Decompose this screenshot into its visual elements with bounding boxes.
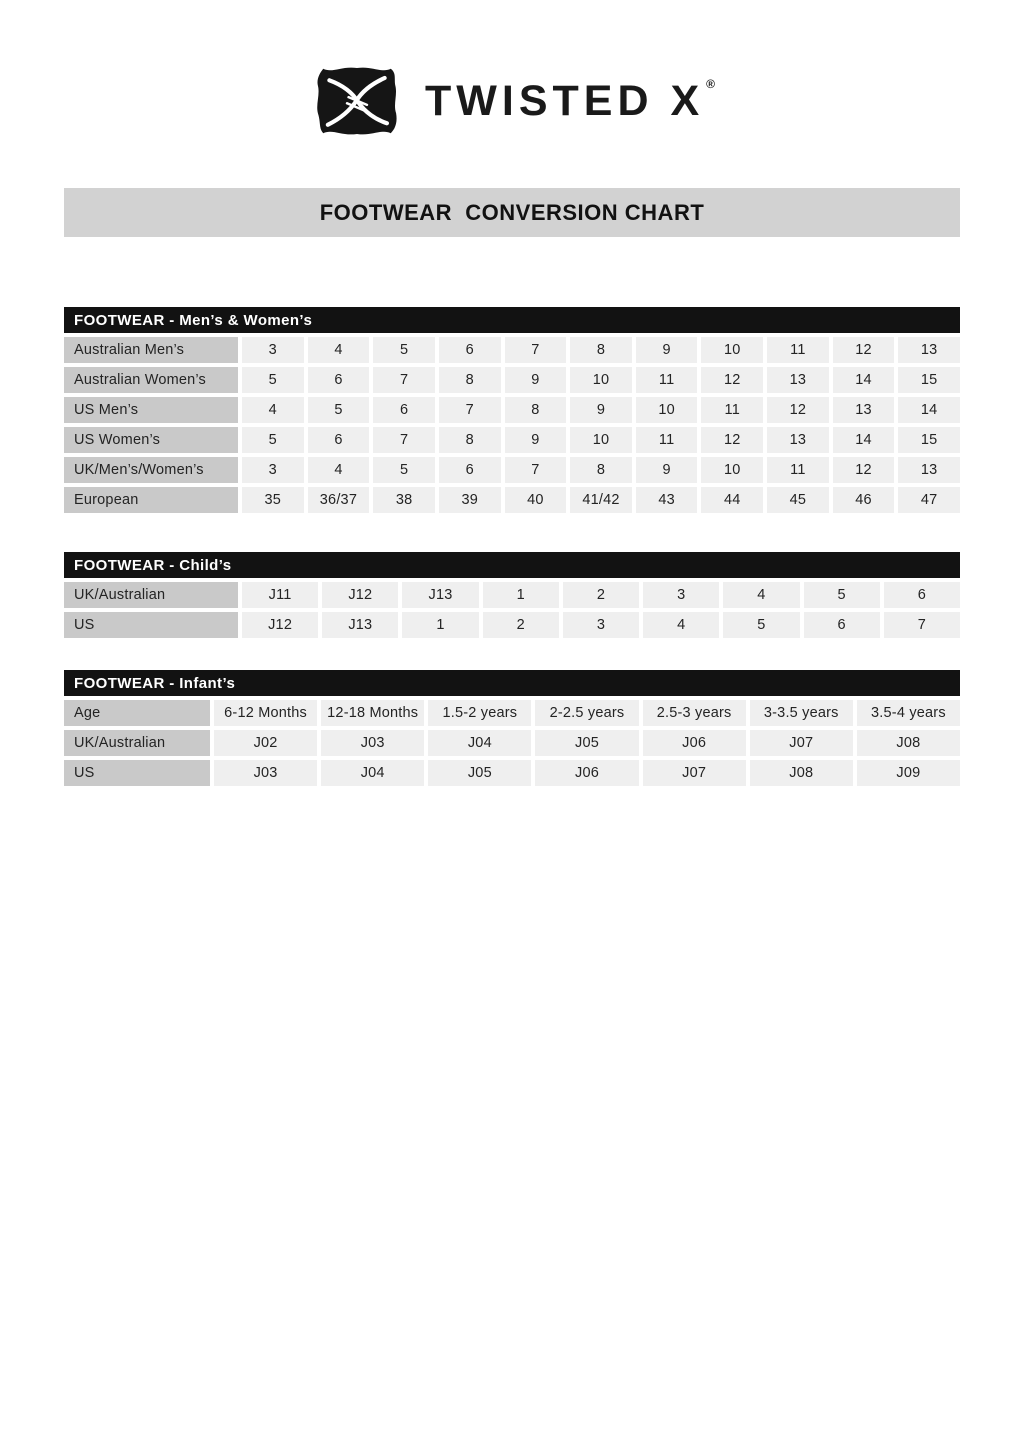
- size-cell: 15: [898, 427, 960, 453]
- size-cell: J04: [428, 730, 531, 756]
- size-cell: J11: [242, 582, 318, 608]
- size-cell: 12: [833, 337, 895, 363]
- size-cell: 11: [701, 397, 763, 423]
- row-label: UK/Australian: [64, 730, 210, 756]
- size-cell: 2: [563, 582, 639, 608]
- size-cell: 35: [242, 487, 304, 513]
- size-cell: J12: [322, 582, 398, 608]
- row-label: US Women’s: [64, 427, 238, 453]
- size-cell: 2.5-3 years: [643, 700, 746, 726]
- size-cell: 3.5-4 years: [857, 700, 960, 726]
- brand-name-text: TWISTED X: [425, 76, 705, 125]
- row-label: US: [64, 612, 238, 638]
- size-cell: 46: [833, 487, 895, 513]
- size-cell: 3: [643, 582, 719, 608]
- size-cell: 14: [833, 427, 895, 453]
- size-cell: 11: [636, 367, 698, 393]
- row-label: European: [64, 487, 238, 513]
- size-cell: 8: [505, 397, 567, 423]
- size-cell: 43: [636, 487, 698, 513]
- size-cell: 9: [505, 427, 567, 453]
- table-row: [64, 612, 960, 638]
- size-cell: 6: [308, 367, 370, 393]
- size-cell: 14: [833, 367, 895, 393]
- size-cell: 44: [701, 487, 763, 513]
- size-cell: 6-12 Months: [214, 700, 317, 726]
- footwear-table-2: [64, 670, 960, 786]
- size-cell: J13: [322, 612, 398, 638]
- size-cell: 12: [833, 457, 895, 483]
- size-cell: 4: [723, 582, 799, 608]
- size-cell: 8: [439, 367, 501, 393]
- table-header: FOOTWEAR - Infant’s: [64, 670, 960, 696]
- size-cell: 6: [439, 337, 501, 363]
- size-cell: 8: [439, 427, 501, 453]
- size-cell: 9: [505, 367, 567, 393]
- table-header: FOOTWEAR - Child’s: [64, 552, 960, 578]
- row-label: Age: [64, 700, 210, 726]
- size-cell: 7: [373, 367, 435, 393]
- size-cell: J03: [214, 760, 317, 786]
- footwear-table-1: [64, 552, 960, 638]
- size-cell: 5: [373, 337, 435, 363]
- row-label: Australian Men’s: [64, 337, 238, 363]
- size-cell: J06: [643, 730, 746, 756]
- row-label: UK/Men’s/Women’s: [64, 457, 238, 483]
- size-cell: 13: [833, 397, 895, 423]
- size-cell: 6: [373, 397, 435, 423]
- size-cell: J07: [750, 730, 853, 756]
- size-cell: J09: [857, 760, 960, 786]
- size-cell: 40: [505, 487, 567, 513]
- table-row: [64, 487, 960, 513]
- size-cell: 1: [483, 582, 559, 608]
- size-cell: 11: [636, 427, 698, 453]
- size-cell: 47: [898, 487, 960, 513]
- size-cell: 7: [373, 427, 435, 453]
- size-cell: J05: [535, 730, 638, 756]
- size-cell: 7: [505, 457, 567, 483]
- size-cell: 7: [439, 397, 501, 423]
- size-cell: J06: [535, 760, 638, 786]
- size-cell: 6: [308, 427, 370, 453]
- size-cell: 14: [898, 397, 960, 423]
- size-cell: 5: [242, 367, 304, 393]
- size-cell: 9: [570, 397, 632, 423]
- twisted-x-badge-icon: [311, 64, 403, 138]
- size-cell: 10: [570, 427, 632, 453]
- size-cell: 12: [701, 427, 763, 453]
- size-cell: J03: [321, 730, 424, 756]
- size-cell: 8: [570, 457, 632, 483]
- size-cell: 4: [308, 337, 370, 363]
- size-cell: 13: [898, 457, 960, 483]
- logo: [0, 63, 1024, 139]
- size-cell: 6: [884, 582, 960, 608]
- table-row: [64, 367, 960, 393]
- brand-name: [425, 76, 715, 125]
- size-cell: 5: [373, 457, 435, 483]
- page-title: FOOTWEAR CONVERSION CHART: [319, 199, 705, 225]
- table-row: [64, 700, 960, 726]
- table-row: [64, 427, 960, 453]
- size-cell: 3: [242, 337, 304, 363]
- size-cell: 6: [804, 612, 880, 638]
- size-cell: 2-2.5 years: [535, 700, 638, 726]
- size-cell: 1: [402, 612, 478, 638]
- size-cell: 3: [563, 612, 639, 638]
- size-cell: 3: [242, 457, 304, 483]
- size-cell: 13: [767, 427, 829, 453]
- size-cell: 10: [570, 367, 632, 393]
- size-cell: 7: [505, 337, 567, 363]
- size-cell: J13: [402, 582, 478, 608]
- size-cell: 4: [308, 457, 370, 483]
- size-cell: 13: [898, 337, 960, 363]
- table-row: [64, 337, 960, 363]
- size-cell: 9: [636, 457, 698, 483]
- size-cell: 39: [439, 487, 501, 513]
- size-cell: 5: [723, 612, 799, 638]
- size-cell: J07: [643, 760, 746, 786]
- size-cell: 11: [767, 337, 829, 363]
- size-cell: 11: [767, 457, 829, 483]
- size-cell: 1.5-2 years: [428, 700, 531, 726]
- size-cell: 12-18 Months: [321, 700, 424, 726]
- size-cell: J08: [857, 730, 960, 756]
- size-cell: J08: [750, 760, 853, 786]
- size-cell: 5: [242, 427, 304, 453]
- size-cell: 9: [636, 337, 698, 363]
- registered-trademark: ®: [706, 76, 715, 91]
- size-cell: 6: [439, 457, 501, 483]
- row-label: US Men’s: [64, 397, 238, 423]
- footwear-table-0: [64, 307, 960, 513]
- table-row: [64, 582, 960, 608]
- size-cell: 8: [570, 337, 632, 363]
- size-cell: 4: [643, 612, 719, 638]
- size-cell: 45: [767, 487, 829, 513]
- size-cell: 3-3.5 years: [750, 700, 853, 726]
- size-cell: 36/37: [308, 487, 370, 513]
- size-cell: 38: [373, 487, 435, 513]
- table-row: [64, 730, 960, 756]
- size-cell: 10: [701, 457, 763, 483]
- size-cell: 10: [636, 397, 698, 423]
- size-cell: J05: [428, 760, 531, 786]
- table-row: [64, 457, 960, 483]
- size-cell: 12: [767, 397, 829, 423]
- tables-container: [64, 307, 960, 786]
- row-label: Australian Women’s: [64, 367, 238, 393]
- size-cell: J12: [242, 612, 318, 638]
- table-row: [64, 760, 960, 786]
- size-cell: 12: [701, 367, 763, 393]
- row-label: US: [64, 760, 210, 786]
- size-cell: 2: [483, 612, 559, 638]
- size-cell: 15: [898, 367, 960, 393]
- size-cell: 7: [884, 612, 960, 638]
- size-cell: 13: [767, 367, 829, 393]
- row-label: UK/Australian: [64, 582, 238, 608]
- size-cell: J02: [214, 730, 317, 756]
- size-cell: 5: [804, 582, 880, 608]
- size-cell: 4: [242, 397, 304, 423]
- size-cell: 10: [701, 337, 763, 363]
- table-header: FOOTWEAR - Men’s & Women’s: [64, 307, 960, 333]
- size-cell: J04: [321, 760, 424, 786]
- title-banner: [64, 188, 960, 237]
- size-cell: 5: [308, 397, 370, 423]
- table-row: [64, 397, 960, 423]
- size-cell: 41/42: [570, 487, 632, 513]
